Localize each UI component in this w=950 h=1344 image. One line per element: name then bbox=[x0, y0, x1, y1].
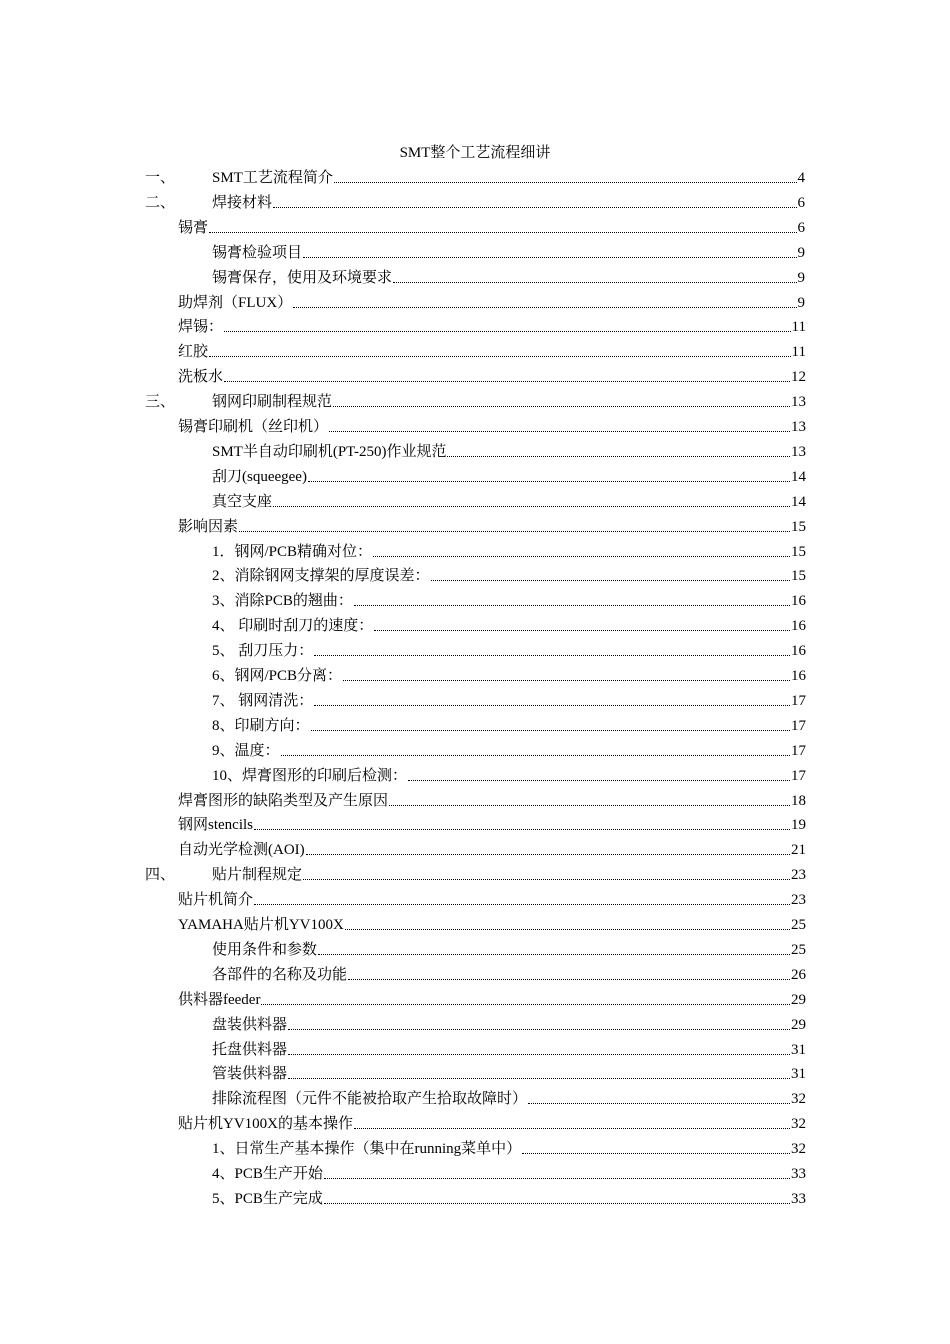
toc-entry-page-number: 15 bbox=[791, 568, 806, 585]
toc-entry-label: 4、PCB生产开始 bbox=[212, 1166, 323, 1182]
toc-entry[interactable] bbox=[178, 216, 805, 238]
toc-entry[interactable] bbox=[212, 664, 806, 686]
toc-entry[interactable] bbox=[178, 789, 806, 811]
toc-entry-page-number: 17 bbox=[791, 742, 806, 759]
toc-entry[interactable] bbox=[178, 1112, 806, 1134]
toc-entry-number: 四、 bbox=[145, 867, 176, 884]
toc-dot-leader bbox=[431, 580, 790, 581]
toc-entry-page-number: 25 bbox=[791, 917, 806, 933]
toc-entry[interactable] bbox=[212, 540, 806, 562]
toc-entry[interactable] bbox=[145, 863, 806, 885]
toc-entry-page-number: 31 bbox=[791, 1041, 806, 1058]
toc-dot-leader bbox=[254, 829, 790, 830]
toc-entry-label: 红胶 bbox=[178, 344, 209, 361]
toc-dot-leader bbox=[314, 655, 790, 656]
toc-entry-label: 焊接材料 bbox=[212, 194, 273, 211]
toc-entry[interactable] bbox=[212, 266, 805, 288]
toc-entry-label: 锡膏检验项目 bbox=[212, 244, 303, 261]
toc-entry[interactable] bbox=[212, 689, 806, 711]
toc-entry[interactable] bbox=[212, 714, 806, 736]
toc-entry-page-number: 16 bbox=[791, 668, 806, 684]
toc-dot-leader bbox=[393, 282, 796, 283]
toc-entry-label: 6、钢网/PCB分离： bbox=[212, 668, 343, 684]
toc-entry[interactable] bbox=[212, 1187, 806, 1209]
toc-entry-page-number: 9 bbox=[797, 294, 805, 311]
toc-entry-page-number: 16 bbox=[791, 593, 806, 610]
toc-entry-label: 2、消除钢网支撑架的厚度误差： bbox=[212, 568, 430, 585]
toc-entry-label: 3、消除PCB的翘曲： bbox=[212, 593, 353, 610]
toc-entry-page-number: 13 bbox=[791, 394, 806, 411]
toc-dot-leader bbox=[314, 705, 790, 706]
toc-entry[interactable] bbox=[178, 838, 806, 860]
toc-entry-page-number: 33 bbox=[791, 1190, 806, 1207]
toc-entry-label: 刮刀(squeegee) bbox=[212, 468, 307, 485]
toc-entry-page-number: 23 bbox=[791, 867, 806, 884]
toc-entry-label: 供料器feeder bbox=[178, 991, 261, 1008]
toc-entry-page-number: 16 bbox=[791, 618, 806, 635]
toc-entry-label: 贴片制程规定 bbox=[212, 867, 303, 884]
toc-entry-page-number: 6 bbox=[797, 219, 805, 236]
toc-entry[interactable] bbox=[178, 415, 806, 437]
toc-entry[interactable] bbox=[212, 963, 806, 985]
toc-entry-page-number: 16 bbox=[791, 643, 806, 660]
toc-entry[interactable] bbox=[178, 315, 806, 337]
toc-dot-leader bbox=[348, 979, 790, 980]
toc-entry-page-number: 32 bbox=[791, 1141, 806, 1158]
toc-entry[interactable] bbox=[212, 739, 806, 761]
toc-dot-leader bbox=[303, 257, 796, 258]
toc-dot-leader bbox=[273, 207, 796, 208]
toc-entry-label: 1．钢网/PCB精确对位： bbox=[212, 543, 373, 560]
toc-entry-page-number: 17 bbox=[791, 692, 806, 709]
toc-dot-leader bbox=[447, 456, 790, 457]
toc-entry-page-number: 14 bbox=[791, 493, 806, 510]
toc-entry[interactable] bbox=[212, 639, 806, 661]
toc-entry[interactable] bbox=[145, 390, 806, 412]
toc-entry-label: 1、日常生产基本操作（集中在running菜单中） bbox=[212, 1141, 522, 1158]
toc-entry[interactable] bbox=[212, 241, 805, 263]
toc-dot-leader bbox=[389, 805, 790, 806]
toc-entry-label: 10、焊膏图形的印刷后检测： bbox=[212, 767, 408, 784]
toc-entry-page-number: 23 bbox=[791, 892, 806, 909]
toc-entry[interactable] bbox=[178, 291, 805, 313]
toc-dot-leader bbox=[311, 730, 790, 731]
toc-entry-page-number: 13 bbox=[791, 419, 806, 435]
toc-entry[interactable] bbox=[212, 764, 806, 786]
toc-entry[interactable] bbox=[178, 365, 806, 387]
toc-entry[interactable] bbox=[178, 515, 806, 537]
toc-entry-label: 托盘供料器 bbox=[212, 1041, 288, 1058]
toc-entry-label: SMT工艺流程简介 bbox=[212, 170, 333, 186]
toc-entry-number: 一、 bbox=[145, 170, 176, 186]
toc-entry-page-number: 31 bbox=[791, 1066, 806, 1083]
toc-dot-leader bbox=[522, 1153, 790, 1154]
toc-entry-label: 锡膏 bbox=[178, 219, 209, 236]
toc-dot-leader bbox=[224, 331, 791, 332]
toc-entry-page-number: 12 bbox=[791, 369, 806, 386]
toc-entry[interactable] bbox=[178, 813, 806, 835]
toc-entry-label: 各部件的名称及功能 bbox=[212, 966, 348, 983]
toc-entry[interactable] bbox=[212, 465, 806, 487]
toc-dot-leader bbox=[354, 1128, 790, 1129]
toc-entry-label: 盘装供料器 bbox=[212, 1016, 288, 1033]
toc-entry-page-number: 4 bbox=[797, 170, 805, 186]
toc-entry-label: 真空支座 bbox=[212, 493, 273, 510]
toc-entry[interactable] bbox=[212, 564, 806, 586]
toc-entry-page-number: 29 bbox=[791, 1016, 806, 1033]
toc-entry[interactable] bbox=[178, 988, 806, 1010]
toc-entry-label: 9、温度： bbox=[212, 742, 280, 759]
toc-entry-page-number: 25 bbox=[791, 941, 806, 958]
toc-entry-label: 钢网印刷制程规范 bbox=[212, 394, 333, 411]
toc-entry[interactable] bbox=[212, 1038, 806, 1060]
toc-dot-leader bbox=[343, 680, 790, 681]
toc-entry[interactable] bbox=[212, 1162, 806, 1184]
toc-dot-leader bbox=[345, 929, 790, 930]
toc-entry-label: 使用条件和参数 bbox=[212, 941, 318, 958]
toc-dot-leader bbox=[329, 431, 790, 432]
toc-entry[interactable] bbox=[178, 913, 806, 935]
toc-entry-page-number: 26 bbox=[791, 966, 806, 983]
toc-dot-leader bbox=[224, 381, 790, 382]
toc-entry-page-number: 9 bbox=[797, 269, 805, 286]
toc-entry[interactable] bbox=[212, 1087, 806, 1109]
toc-entry-label: YAMAHA贴片机YV100X bbox=[178, 917, 344, 933]
toc-entry-label: 焊锡： bbox=[178, 319, 224, 336]
toc-entry-label: 钢网stencils bbox=[178, 817, 253, 834]
toc-dot-leader bbox=[374, 630, 790, 631]
toc-entry-label: 7、 钢网清洗： bbox=[212, 692, 314, 709]
toc-entry[interactable] bbox=[212, 490, 806, 512]
toc-entry-label: 锡膏印刷机（丝印机） bbox=[178, 419, 329, 435]
toc-dot-leader bbox=[324, 1178, 790, 1179]
toc-dot-leader bbox=[288, 1054, 790, 1055]
toc-entry-page-number: 19 bbox=[791, 817, 806, 834]
toc-dot-leader bbox=[273, 506, 790, 507]
toc-dot-leader bbox=[354, 605, 790, 606]
toc-entry[interactable] bbox=[178, 888, 806, 910]
toc-entry-page-number: 6 bbox=[797, 194, 805, 211]
toc-entry-page-number: 32 bbox=[791, 1091, 806, 1108]
toc-entry-label: 排除流程图（元件不能被拾取产生拾取故障时） bbox=[212, 1091, 528, 1108]
toc-entry-page-number: 9 bbox=[797, 244, 805, 261]
toc-entry-page-number: 17 bbox=[791, 767, 806, 784]
toc-entry-page-number: 15 bbox=[791, 543, 806, 560]
toc-dot-leader bbox=[209, 232, 796, 233]
toc-entry[interactable] bbox=[212, 1013, 806, 1035]
toc-entry-page-number: 13 bbox=[791, 443, 806, 460]
toc-dot-leader bbox=[261, 1004, 790, 1005]
toc-dot-leader bbox=[318, 954, 790, 955]
toc-dot-leader bbox=[528, 1103, 790, 1104]
toc-entry[interactable] bbox=[212, 614, 806, 636]
toc-entry-label: 自动光学检测(AOI) bbox=[178, 842, 305, 859]
toc-dot-leader bbox=[254, 904, 790, 905]
toc-entry-label: 贴片机YV100X的基本操作 bbox=[178, 1116, 353, 1133]
toc-entry-page-number: 14 bbox=[791, 468, 806, 485]
toc-entry[interactable] bbox=[212, 589, 806, 611]
toc-dot-leader bbox=[324, 1203, 790, 1204]
toc-dot-leader bbox=[408, 780, 790, 781]
toc-entry-page-number: 17 bbox=[791, 717, 806, 734]
toc-entry-number: 三、 bbox=[145, 394, 176, 411]
toc-entry-page-number: 11 bbox=[791, 344, 806, 361]
toc-entry-page-number: 21 bbox=[791, 842, 806, 859]
toc-dot-leader bbox=[209, 356, 791, 357]
toc-dot-leader bbox=[373, 556, 790, 557]
toc-entry-page-number: 33 bbox=[791, 1166, 806, 1182]
toc-entry-label: SMT半自动印刷机(PT-250)作业规范 bbox=[212, 443, 447, 460]
toc-entry-page-number: 11 bbox=[791, 319, 806, 336]
toc-entry-page-number: 18 bbox=[791, 792, 806, 809]
toc-dot-leader bbox=[333, 406, 790, 407]
toc-entry-label: 影响因素 bbox=[178, 518, 239, 535]
toc-dot-leader bbox=[334, 182, 797, 183]
page-title: SMT整个工艺流程细讲 bbox=[399, 145, 551, 161]
toc-entry-label: 5、PCB生产完成 bbox=[212, 1190, 323, 1207]
toc-entry-label: 助焊剂（FLUX） bbox=[178, 294, 293, 311]
toc-dot-leader bbox=[288, 1078, 790, 1079]
toc-entry-label: 焊膏图形的缺陷类型及产生原因 bbox=[178, 792, 389, 809]
toc-entry[interactable] bbox=[212, 440, 806, 462]
toc-entry-page-number: 32 bbox=[791, 1116, 806, 1133]
toc-entry-label: 4、 印刷时刮刀的速度： bbox=[212, 618, 374, 635]
toc-entry[interactable] bbox=[178, 340, 806, 362]
toc-entry-label: 8、印刷方向： bbox=[212, 717, 310, 734]
toc-entry-label: 洗板水 bbox=[178, 369, 224, 386]
toc-dot-leader bbox=[281, 755, 790, 756]
toc-entry[interactable] bbox=[212, 1137, 806, 1159]
toc-dot-leader bbox=[306, 854, 790, 855]
toc-dot-leader bbox=[293, 307, 796, 308]
toc-entry-number: 二、 bbox=[145, 194, 176, 211]
toc-entry-label: 贴片机简介 bbox=[178, 892, 254, 909]
toc-entry-label: 管装供料器 bbox=[212, 1066, 288, 1083]
toc-dot-leader bbox=[288, 1029, 790, 1030]
toc-entry-page-number: 29 bbox=[791, 991, 806, 1008]
toc-entry[interactable] bbox=[212, 1062, 806, 1084]
toc-dot-leader bbox=[308, 481, 790, 482]
toc-entry-page-number: 15 bbox=[791, 518, 806, 535]
toc-entry[interactable] bbox=[145, 166, 805, 188]
toc-entry[interactable] bbox=[212, 938, 806, 960]
toc-dot-leader bbox=[303, 879, 790, 880]
toc-entry-label: 锡膏保存，使用及环境要求 bbox=[212, 269, 393, 286]
toc-dot-leader bbox=[239, 531, 790, 532]
toc-entry[interactable] bbox=[145, 191, 805, 213]
toc-entry-label: 5、 刮刀压力： bbox=[212, 643, 314, 660]
